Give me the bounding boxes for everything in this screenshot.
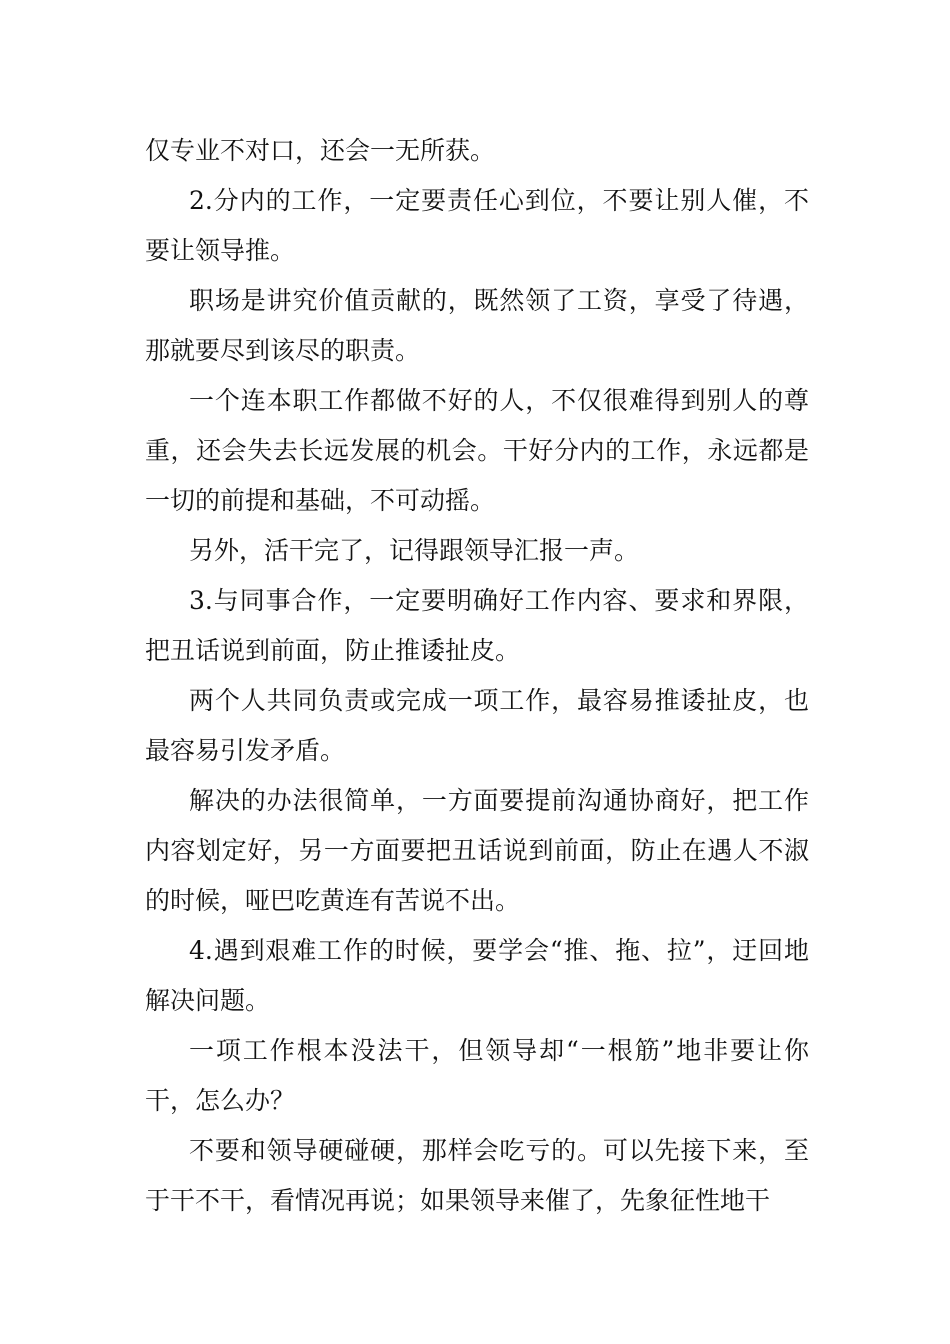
paragraph: 一个连本职工作都做不好的人，不仅很难得到别人的尊重，还会失去长远发展的机会。干好分内的工作，永远都是一切的前提和基础，不可动摇。 xyxy=(145,386,809,515)
paragraph-point-4-heading: 4.遇到艰难工作的时候，要学会“推、拖、拉”，迂回地解决问题。 xyxy=(145,936,809,1015)
paragraph: 一项工作根本没法干，但领导却“一根筋”地非要让你干，怎么办？ xyxy=(145,1036,809,1115)
paragraph: 解决的办法很简单，一方面要提前沟通协商好，把工作内容划定好，另一方面要把丑话说到前面，防止在遇人不淑的时候，哑巴吃黄连有苦说不出。 xyxy=(145,786,809,915)
paragraph-point-2-heading: 2.分内的工作，一定要责任心到位，不要让别人催，不要让领导推。 xyxy=(145,186,809,265)
paragraph: 两个人共同负责或完成一项工作，最容易推诿扯皮，也最容易引发矛盾。 xyxy=(145,686,809,765)
paragraph: 另外，活干完了，记得跟领导汇报一声。 xyxy=(189,536,640,565)
paragraph-continuation: 仅专业不对口，还会一无所获。 xyxy=(145,136,496,165)
paragraph: 职场是讲究价值贡献的，既然领了工资，享受了待遇，那就要尽到该尽的职责。 xyxy=(145,286,809,365)
paragraph-point-3-heading: 3.与同事合作，一定要明确好工作内容、要求和界限，把丑话说到前面，防止推诿扯皮。 xyxy=(145,586,809,665)
document-body xyxy=(145,126,809,1226)
paragraph: 不要和领导硬碰硬，那样会吃亏的。可以先接下来，至于干不干，看情况再说；如果领导来催了，先象征性地干 xyxy=(145,1136,809,1215)
